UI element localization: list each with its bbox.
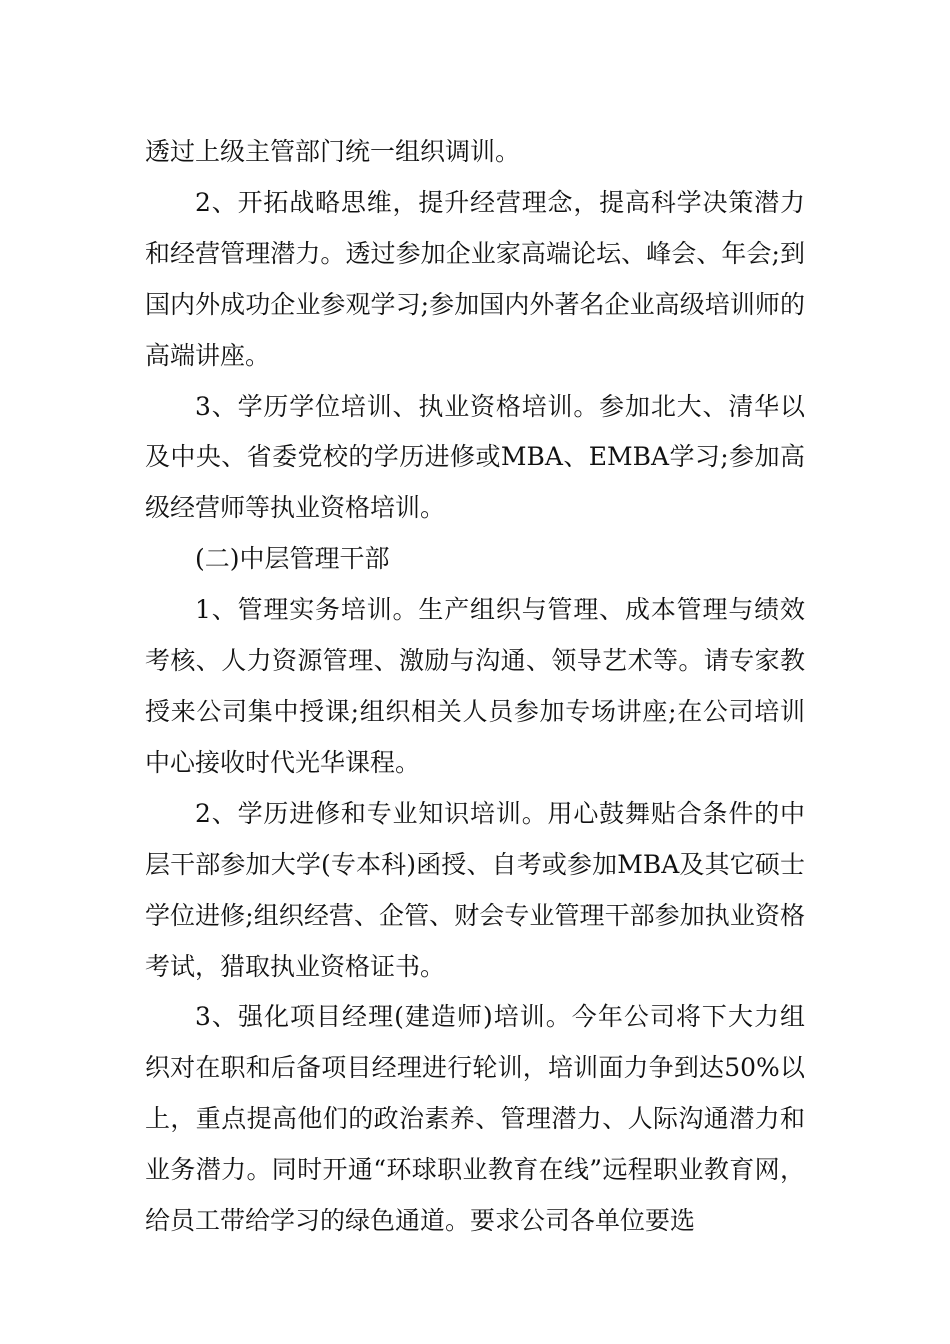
paragraph-professional-training: 2、学历进修和专业知识培训。用心鼓舞贴合条件的中层干部参加大学(专本科)函授、自考或参加MBA及其它硕士学位进修;组织经营、企管、财会专业管理干部参加执业资格考试，猎取执业资格证书。	[145, 798, 805, 981]
document-body	[145, 127, 805, 1247]
section-heading-middle-managers: (二)中层管理干部	[195, 544, 390, 574]
paragraph-project-manager: 3、强化项目经理(建造师)培训。今年公司将下大力组织对在职和后备项目经理进行轮训，培训面力争到达50%以上，重点提高他们的政治素养、管理潜力、人际沟通潜力和业务潜力。同时开通“环球职业教育在线”远程职业教育网，给员工带给学习的绿色通道。要求公司各单位要选	[145, 1002, 805, 1236]
paragraph-management-practice: 1、管理实务培训。生产组织与管理、成本管理与绩效考核、人力资源管理、激励与沟通、领导艺术等。请专家教授来公司集中授课;组织相关人员参加专场讲座;在公司培训中心接收时代光华课程。	[145, 595, 805, 777]
paragraph-strategy: 2、开拓战略思维，提升经营理念，提高科学决策潜力和经营管理潜力。透过参加企业家高端论坛、峰会、年会;到国内外成功企业参观学习;参加国内外著名企业高级培训师的高端讲座。	[145, 187, 805, 370]
paragraph-degree-training: 3、学历学位培训、执业资格培训。参加北大、清华以及中央、省委党校的学历进修或MBA、EMBA学习;参加高级经营师等执业资格培训。	[145, 391, 805, 523]
paragraph-continuation: 透过上级主管部门统一组织调训。	[145, 137, 521, 166]
